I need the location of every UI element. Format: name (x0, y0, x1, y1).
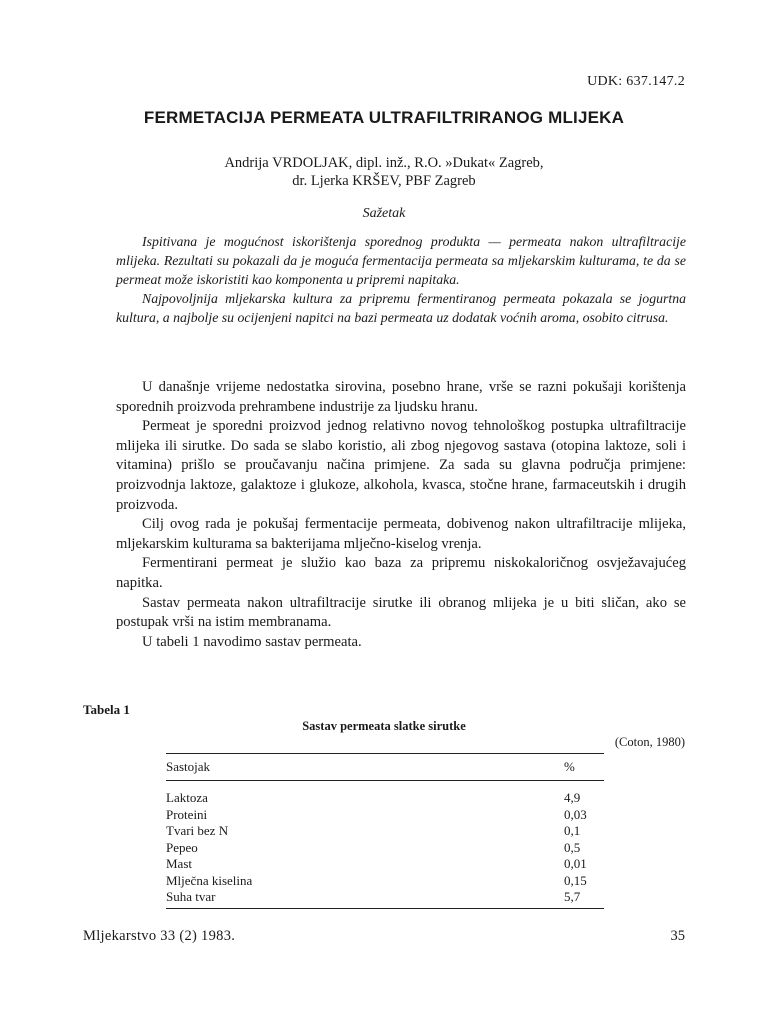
row-component: Mlječna kiselina (166, 872, 253, 888)
row-value: 0,03 (564, 806, 587, 822)
abstract-paragraph-1: Ispitivana je mogućnost iskorištenja sporednog produkta — permeata nakon ultrafiltracije mlijeka. Rezultati su pokazali da je moguća fermentacija permeata sa mljekarskim kulturama, te da se permeat može iskoristiti kao komponenta u pripremi napitaka. (116, 234, 686, 287)
table-row (166, 781, 604, 807)
body-text (116, 378, 686, 652)
article-title: FERMETACIJA PERMEATA ULTRAFILTRIRANOG MLIJEKA (143, 108, 625, 127)
table-title: Sastav permeata slatke sirutke (302, 719, 466, 733)
header-percent: % (564, 754, 604, 781)
composition-table (166, 753, 604, 909)
abstract-paragraph-2: Najpovoljnija mljekarska kultura za pripremu fermentiranog permeata pokazala se jogurtna kultura, a najbolje su ocijenjeni napitci na bazi permeata uz dodatak voćnih aroma, osobito citrusa. (116, 291, 686, 325)
page-number: 35 (670, 928, 685, 944)
body-paragraph-2: Permeat je sporedni proizvod jednog relativno novog tehnološkog postupka ultrafiltracije mlijeka ili sirutke. Do sada se slabo koristio, ali zbog njegovog sastava (otopina laktoze, soli i vitamina) prišlo se proučavanju načina primjene. Za sada su glavna područja primjene: proizvodnja laktoze, galaktoze i glukoze, alkohola, kvasca, stočne hrane, farmaceutskih i drugih proizvoda. (116, 418, 686, 513)
row-component: Suha tvar (166, 889, 564, 908)
row-value: 0,5 (564, 839, 581, 855)
row-value: 0,15 (564, 872, 587, 888)
row-value: 4,9 (564, 790, 581, 805)
row-value: 0,01 (564, 856, 587, 871)
table-row (166, 823, 604, 840)
row-component: Tvari bez N (166, 823, 229, 838)
table-row (166, 889, 604, 908)
table-row (166, 840, 604, 857)
table-label: Tabela 1 (83, 702, 130, 717)
abstract-heading: Sažetak (362, 206, 406, 221)
body-paragraph-5: Sastav permeata nakon ultrafiltracije sirutke ili obranog mlijeka je u biti sličan, ako se postupak vrši na istim membranama. (116, 594, 686, 631)
table-row (166, 807, 604, 824)
row-value: 5,7 (564, 889, 604, 908)
row-component: Pepeo (166, 839, 198, 855)
body-paragraph-1: U današnje vrijeme nedostatka sirovina, posebno hrane, vrše se razni pokušaji korištenja sporednih proizvoda prehrambene industrije za ljudsku hranu. (116, 379, 686, 415)
body-paragraph-4: Fermentirani permeat je služio kao baza za pripremu niskokaloričnog osvježavajućeg napitka. (116, 555, 686, 591)
table-source: (Coton, 1980) (614, 735, 685, 749)
row-component: Proteini (166, 806, 208, 822)
body-paragraph-6: U tabeli 1 navodimo sastav permeata. (142, 633, 362, 650)
row-component: Mast (166, 856, 192, 871)
journal-citation: Mljekarstvo 33 (2) 1983. (83, 928, 236, 944)
author-line-2: dr. Ljerka KRŠEV, PBF Zagreb (292, 173, 476, 189)
table-row (166, 873, 604, 890)
body-paragraph-3: Cilj ovog rada je pokušaj fermentacije permeata, dobivenog nakon ultrafiltracije mlijeka, mljekarskim kulturama sa bakterijama mlječno-kiselog vrenja. (116, 516, 686, 552)
udk-code: UDK: 637.147.2 (587, 74, 685, 89)
abstract (116, 232, 686, 327)
row-component: Laktoza (166, 790, 208, 805)
author-line-1: Andrija VRDOLJAK, dipl. inž., R.O. »Dukat« Zagreb, (224, 155, 544, 171)
row-value: 0,1 (564, 823, 581, 838)
table-row (166, 856, 604, 873)
authors-block (0, 154, 768, 190)
table-header-row (166, 754, 604, 781)
header-component: Sastojak (166, 754, 564, 781)
